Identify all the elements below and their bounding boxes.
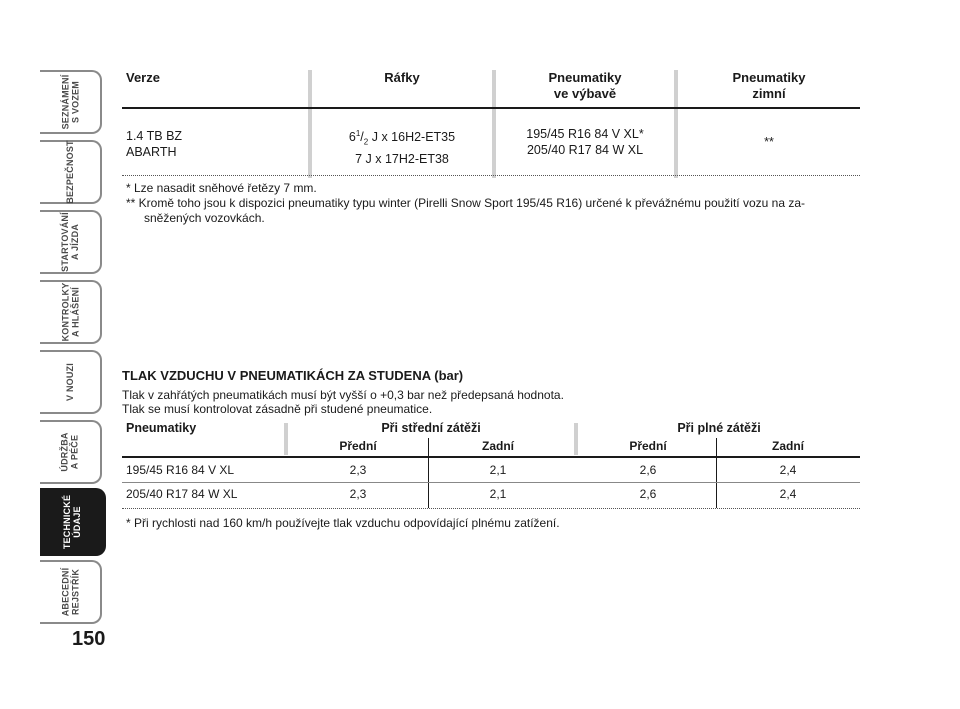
cell-plna-predni: 2,6 — [639, 463, 657, 477]
footnote-1: * Lze nasadit sněhové řetězy 7 mm. — [126, 181, 317, 195]
cell-stredni-zadni: 2,1 — [489, 487, 507, 501]
cell-line: 1.4 TB BZ — [126, 129, 183, 143]
subheader-zadni: Zadní — [772, 439, 804, 453]
tab-label: TECHNICKÉ ÚDAJE — [62, 494, 82, 550]
row-rule — [122, 175, 860, 176]
header-plna-zatez: Při plné zátěži — [677, 421, 761, 435]
cell-tyre: 205/40 R17 84 W XL — [126, 487, 238, 501]
header-rule — [122, 107, 860, 109]
tab-startovani[interactable] — [40, 210, 102, 274]
subheader-zadni: Zadní — [482, 439, 514, 453]
rim-fraction-numerator: 1 — [355, 129, 361, 138]
header-pneumatiky: Pneumatiky — [126, 421, 197, 435]
cell-plna-predni: 2,6 — [639, 487, 657, 501]
tab-kontrolky[interactable] — [40, 280, 102, 344]
header-stredni-zatez: Při střední zátěži — [381, 421, 481, 435]
header-verze: Verze — [126, 70, 160, 85]
header-rafky: Ráfky — [384, 70, 420, 85]
cell-line: 7 J x 17H2-ET38 — [355, 151, 449, 166]
tab-label: KONTROLKY A HLÁŠENÍ — [60, 282, 80, 342]
rim-whole: 6 — [348, 130, 356, 145]
row-rule — [122, 508, 860, 509]
title-unit: (bar) — [434, 368, 464, 383]
cell-line: 205/40 R17 84 W XL — [526, 143, 644, 157]
header-line: Pneumatiky — [732, 70, 806, 85]
pressure-footnote: * Při rychlosti nad 160 km/h používejte tlak vzduchu odpovídající plnému zatížení. — [126, 516, 560, 530]
tab-abecedni-rejstrik[interactable] — [40, 560, 102, 624]
tab-v-nouzi[interactable] — [40, 350, 102, 414]
tab-technicke-udaje[interactable] — [40, 488, 106, 556]
cell-zimni: ** — [764, 135, 774, 149]
tab-label: BEZPEČNOST — [65, 140, 76, 204]
subheader-predni: Přední — [339, 439, 377, 453]
tab-label: STARTOVÁNÍ A JÍZDA — [59, 212, 80, 272]
tab-label: ABECEDNÍ REJSTŘÍK — [59, 567, 80, 617]
footnote-2: ** Kromě toho jsou k dispozici pneumatiky typu winter (Pirelli Snow Sport 195/45 R16) určené k převážnému použití vozu na za- — [126, 196, 806, 210]
cell-plna-zadni: 2,4 — [779, 463, 797, 477]
header-line: Pneumatiky — [548, 70, 622, 85]
cell-line: ABARTH — [126, 145, 177, 159]
cell-plna-zadni: 2,4 — [779, 487, 797, 501]
title-text: TLAK VZDUCHU V PNEUMATIKÁCH ZA STUDENA — [122, 368, 431, 383]
cell-line: 195/45 R16 84 V XL* — [526, 127, 644, 141]
cell-verze — [126, 128, 182, 160]
tab-label: V NOUZI — [65, 363, 75, 401]
header-rule — [122, 456, 860, 458]
tab-seznameni[interactable] — [40, 70, 102, 134]
pressure-section-title — [122, 368, 463, 383]
tab-label: SEZNÁMENÍ S VOZEM — [60, 74, 80, 130]
cell-stredni-predni: 2,3 — [349, 463, 367, 477]
cell-stredni-predni: 2,3 — [349, 487, 367, 501]
cell-pneumatiky — [496, 126, 674, 158]
cell-line: $6^1/_2$ J x 16H2-ET35 — [348, 129, 456, 147]
rim-spec: J x 16H2-ET35 — [371, 130, 456, 145]
footnote-2-continuation: sněžených vozovkách. — [144, 211, 265, 225]
row-rule — [122, 482, 860, 483]
header-line: zimní — [752, 86, 786, 101]
header-pneumatiky-vybava — [496, 70, 674, 102]
header-line: ve výbavě — [553, 86, 617, 101]
tab-udrzba[interactable] — [40, 420, 102, 484]
tab-bezpecnost[interactable] — [40, 140, 102, 204]
header-pneumatiky-zimni — [678, 70, 860, 102]
rim-fraction-denominator: 2 — [363, 137, 369, 147]
pressure-note-1: Tlak v zahřátých pneumatikách musí být vyšší o +0,3 bar než předepsaná hodnota. — [122, 388, 564, 402]
subheader-predni: Přední — [629, 439, 667, 453]
pressure-note-2: Tlak se musí kontrolovat zásadně při studené pneumatice. — [122, 402, 433, 416]
cell-rafky — [312, 126, 492, 167]
cell-tyre: 195/45 R16 84 V XL — [126, 463, 235, 477]
page-number: 150 — [72, 628, 106, 650]
tab-label: ÚDRŽBA A PÉČE — [59, 432, 80, 472]
cell-stredni-zadni: 2,1 — [489, 463, 507, 477]
